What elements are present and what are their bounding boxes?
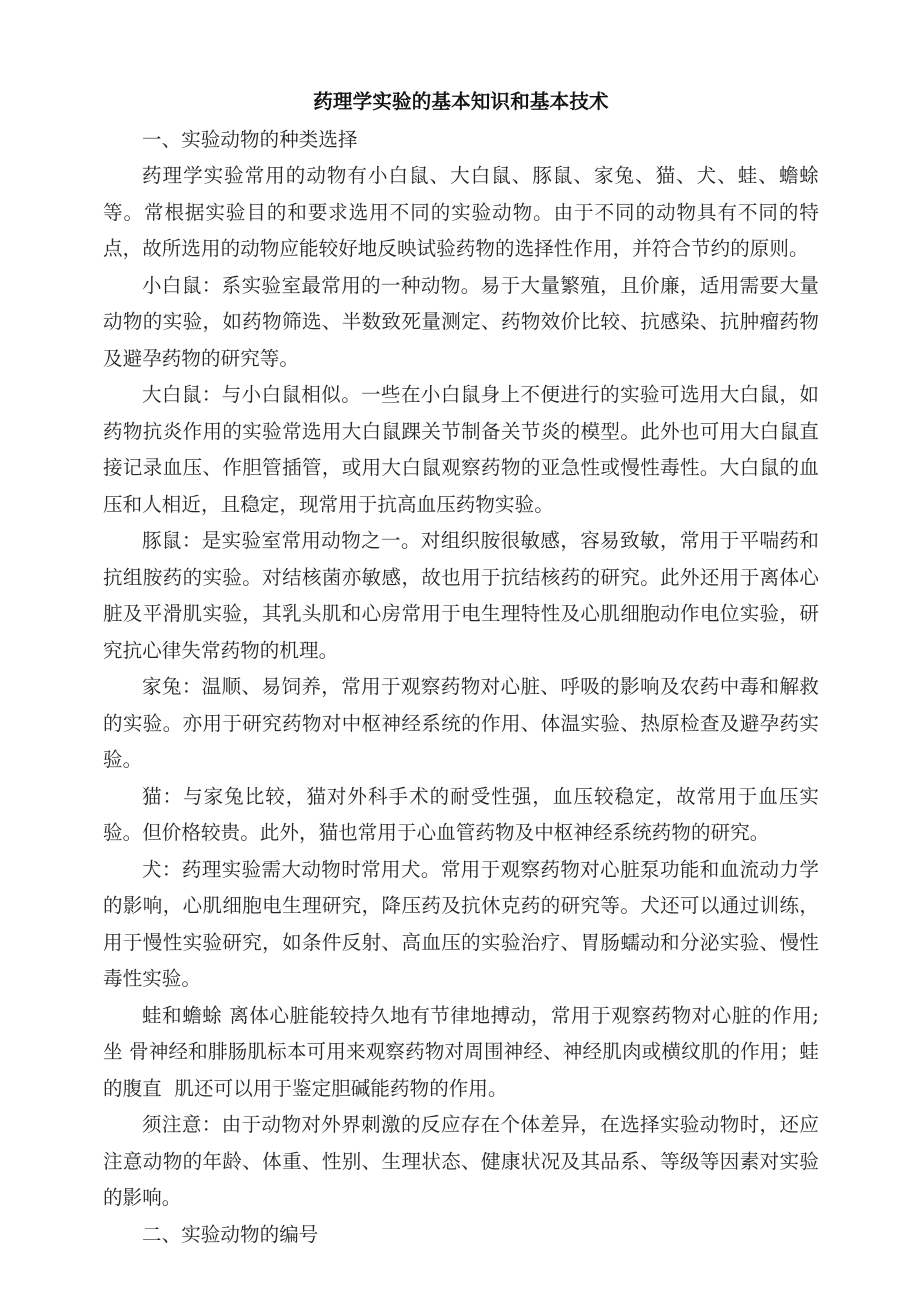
paragraph-frog-toad: 蛙和蟾蜍 离体心脏能较持久地有节律地搏动，常用于观察药物对心脏的作用; 坐 骨神经和腓肠肌标本可用来观察药物对周围神经、神经肌肉或横纹肌的作用；蛙的腹直 肌还可以用于鉴定胆碱能药物的作用。 bbox=[103, 1003, 826, 1100]
document-body bbox=[103, 84, 826, 1253]
paragraph-intro: 药理学实验常用的动物有小白鼠、大白鼠、豚鼠、家兔、猫、犬、蛙、蟾蜍等。常根据实验目的和要求选用不同的实验动物。由于不同的动物具有不同的特点，故所选用的动物应能较好地反映试验药物的选择性作用，并符合节约的原则。 bbox=[103, 164, 819, 260]
section-heading-1: 一、实验动物的种类选择 bbox=[142, 127, 358, 151]
paragraph-notice: 须注意：由于动物对外界刺激的反应存在个体差异，在选择实验动物时，还应注意动物的年龄、体重、性别、生理状态、健康状况及其品系、等级等因素对实验的影响。 bbox=[103, 1113, 819, 1209]
paragraph-rat: 大白鼠：与小白鼠相似。一些在小白鼠身上不便进行的实验可选用大白鼠，如药物抗炎作用的实验常选用大白鼠踝关节制备关节炎的模型。此外也可用大白鼠直接记录血压、作胆管插管，或用大白鼠观察药物的亚急性或慢性毒性。大白鼠的血压和人相近，且稳定，现常用于抗高血压药物实验。 bbox=[103, 383, 819, 516]
section-heading-2: 二、实验动物的编号 bbox=[142, 1222, 319, 1246]
paragraph-rabbit: 家兔：温顺、易饲养，常用于观察药物对心脏、呼吸的影响及农药中毒和解救的实验。亦用于研究药物对中枢神经系统的作用、体温实验、热原检查及避孕药实验。 bbox=[103, 675, 819, 771]
page-title: 药理学实验的基本知识和基本技术 bbox=[313, 90, 609, 113]
paragraph-dog: 犬：药理实验需大动物时常用犬。常用于观察药物对心脏泵功能和血流动力学的影响，心肌细胞电生理研究，降压药及抗休克药的研究等。犬还可以通过训练，用于慢性实验研究，如条件反射、高血压的实验治疗、胃肠蠕动和分泌实验、慢性毒性实验。 bbox=[103, 857, 819, 990]
paragraph-mouse: 小白鼠：系实验室最常用的一种动物。易于大量繁殖，且价廉，适用需要大量动物的实验，如药物筛选、半数致死量测定、药物效价比较、抗感染、抗肿瘤药物及避孕药物的研究等。 bbox=[103, 273, 819, 370]
paragraph-guinea-pig: 豚鼠：是实验室常用动物之一。对组织胺很敏感，容易致敏，常用于平喘药和抗组胺药的实验。对结核菌亦敏感，故也用于抗结核药的研究。此外还用于离体心脏及平滑肌实验，其乳头肌和心房常用于电生理特性及心肌细胞动作电位实验，研究抗心律失常药物的机理。 bbox=[103, 529, 819, 662]
paragraph-cat: 猫：与家兔比较，猫对外科手术的耐受性强，血压较稳定，故常用于血压实验。但价格较贵。此外，猫也常用于心血管药物及中枢神经系统药物的研究。 bbox=[103, 784, 819, 844]
